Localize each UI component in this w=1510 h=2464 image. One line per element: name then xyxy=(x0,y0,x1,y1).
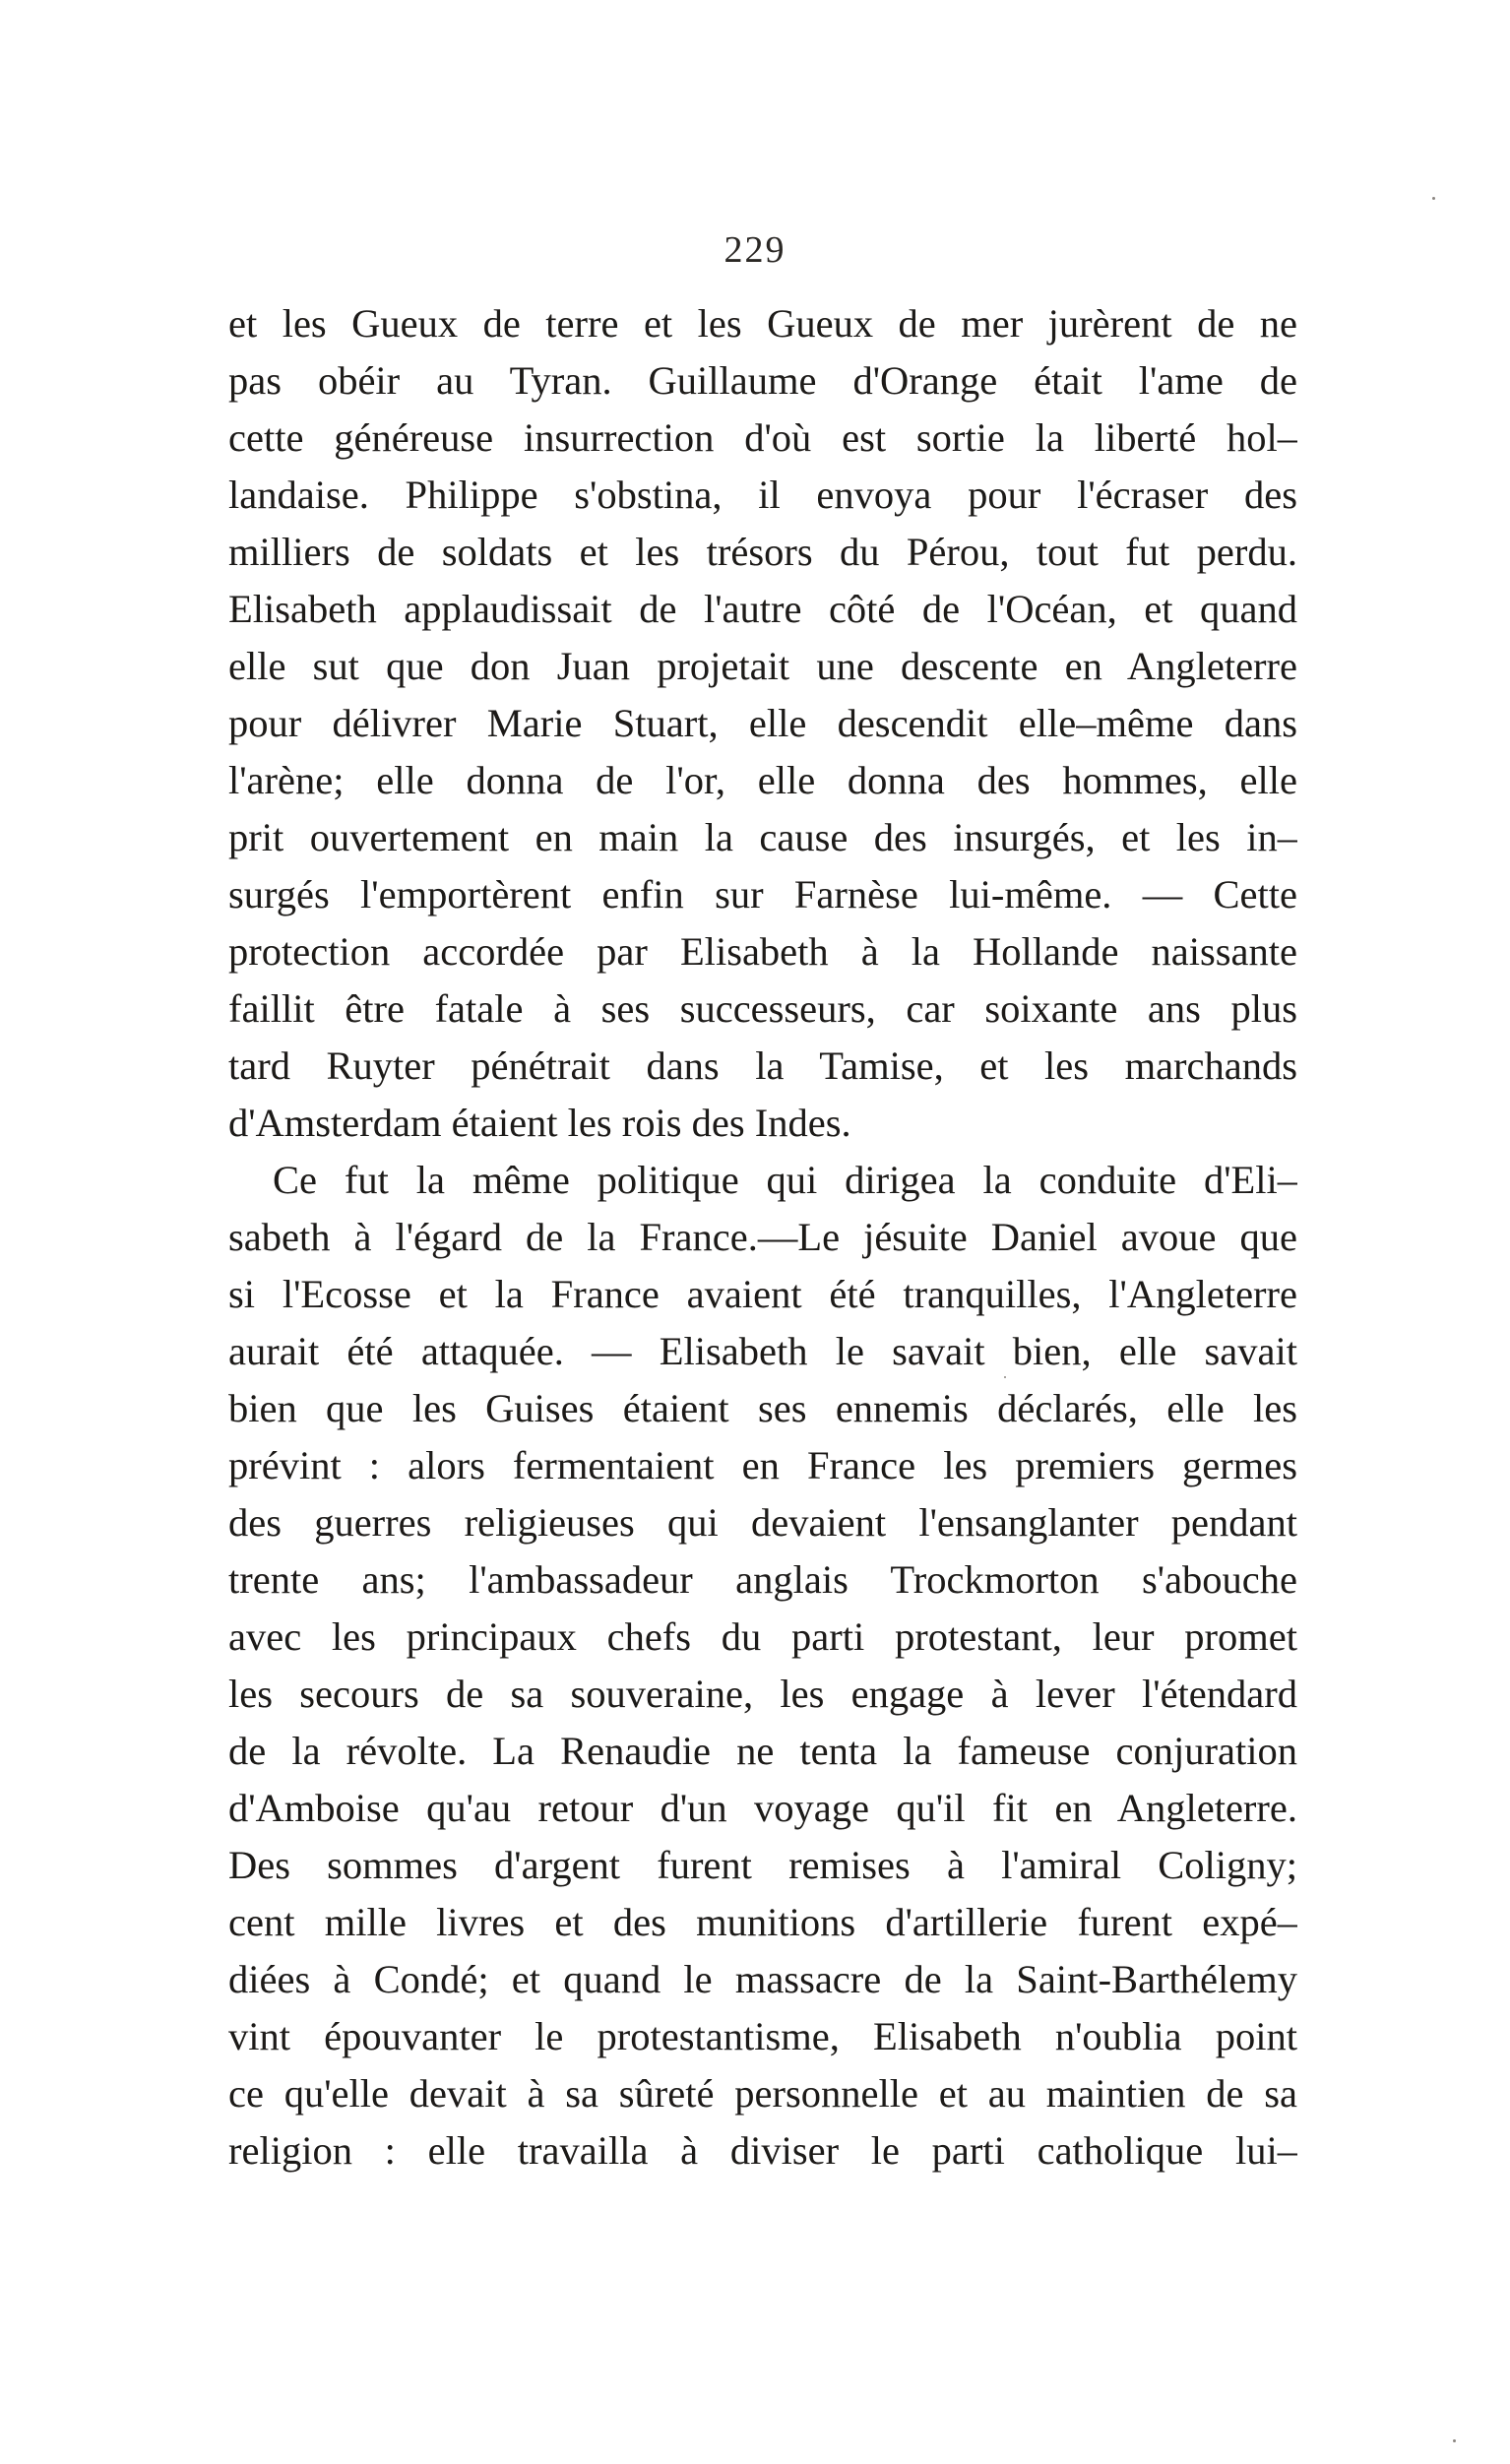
text-line: aurait été attaquée. — Elisabeth le savait bien, elle savait xyxy=(228,1329,1297,1373)
text-line: d'Amsterdam étaient les rois des Indes. xyxy=(228,1101,851,1145)
text-line: prévint : alors fermentaient en France les premiers germes xyxy=(228,1443,1297,1487)
text-line: l'arène; elle donna de l'or, elle donna des hommes, elle xyxy=(228,758,1297,802)
text-line: elle sut que don Juan projetait une descente en Angleterre xyxy=(228,644,1297,688)
scan-speck xyxy=(1453,2439,1456,2442)
text-line: Ce fut la même politique qui dirigea la conduite d'Eli– xyxy=(273,1158,1297,1202)
text-line: prit ouvertement en main la cause des insurgés, et les in– xyxy=(228,815,1297,859)
text-line: tard Ruyter pénétrait dans la Tamise, et les marchands xyxy=(228,1043,1297,1088)
text-line: surgés l'emportèrent enfin sur Farnèse lui-même. — Cette xyxy=(228,872,1297,916)
text-line: Des sommes d'argent furent remises à l'amiral Coligny; xyxy=(228,1843,1297,1887)
text-line: landaise. Philippe s'obstina, il envoya pour l'écraser des xyxy=(228,473,1297,517)
text-line: diées à Condé; et quand le massacre de la Saint-Barthélemy xyxy=(228,1957,1297,2001)
page-number: 229 xyxy=(724,229,786,271)
scan-speck xyxy=(1432,197,1435,200)
text-line: bien que les Guises étaient ses ennemis déclarés, elle les xyxy=(228,1386,1297,1430)
text-line: si l'Ecosse et la France avaient été tranquilles, l'Angleterre xyxy=(228,1272,1297,1316)
text-line: et les Gueux de terre et les Gueux de mer jurèrent de ne xyxy=(228,301,1297,346)
text-line: trente ans; l'ambassadeur anglais Trockmorton s'abouche xyxy=(228,1557,1297,1602)
text-line: pour délivrer Marie Stuart, elle descendit elle–même dans xyxy=(228,701,1297,745)
text-line: religion : elle travailla à diviser le parti catholique lui– xyxy=(228,2128,1297,2173)
text-line: de la révolte. La Renaudie ne tenta la fameuse conjuration xyxy=(228,1729,1297,1773)
text-line: sabeth à l'égard de la France.—Le jésuite Daniel avoue que xyxy=(228,1215,1297,1259)
body-text xyxy=(228,295,1297,2180)
scan-speck xyxy=(1004,1376,1006,1378)
text-line: faillit être fatale à ses successeurs, car soixante ans plus xyxy=(228,986,1297,1031)
text-line: des guerres religieuses qui devaient l'ensanglanter pendant xyxy=(228,1500,1297,1545)
text-line: d'Amboise qu'au retour d'un voyage qu'il fit en Angleterre. xyxy=(228,1786,1297,1830)
text-line: milliers de soldats et les trésors du Pérou, tout fut perdu. xyxy=(228,530,1297,574)
text-line: pas obéir au Tyran. Guillaume d'Orange était l'ame de xyxy=(228,358,1297,403)
text-line: protection accordée par Elisabeth à la Hollande naissante xyxy=(228,929,1297,974)
text-line: Elisabeth applaudissait de l'autre côté de l'Océan, et quand xyxy=(228,587,1297,631)
text-line: cette généreuse insurrection d'où est sortie la liberté hol– xyxy=(228,415,1297,460)
text-line: avec les principaux chefs du parti protestant, leur promet xyxy=(228,1614,1297,1659)
text-line: les secours de sa souveraine, les engage à lever l'étendard xyxy=(228,1672,1297,1716)
text-line: ce qu'elle devait à sa sûreté personnelle et au maintien de sa xyxy=(228,2071,1297,2116)
text-line: cent mille livres et des munitions d'artillerie furent expé– xyxy=(228,1900,1297,1944)
text-line: vint épouvanter le protestantisme, Elisabeth n'oublia point xyxy=(228,2014,1297,2058)
